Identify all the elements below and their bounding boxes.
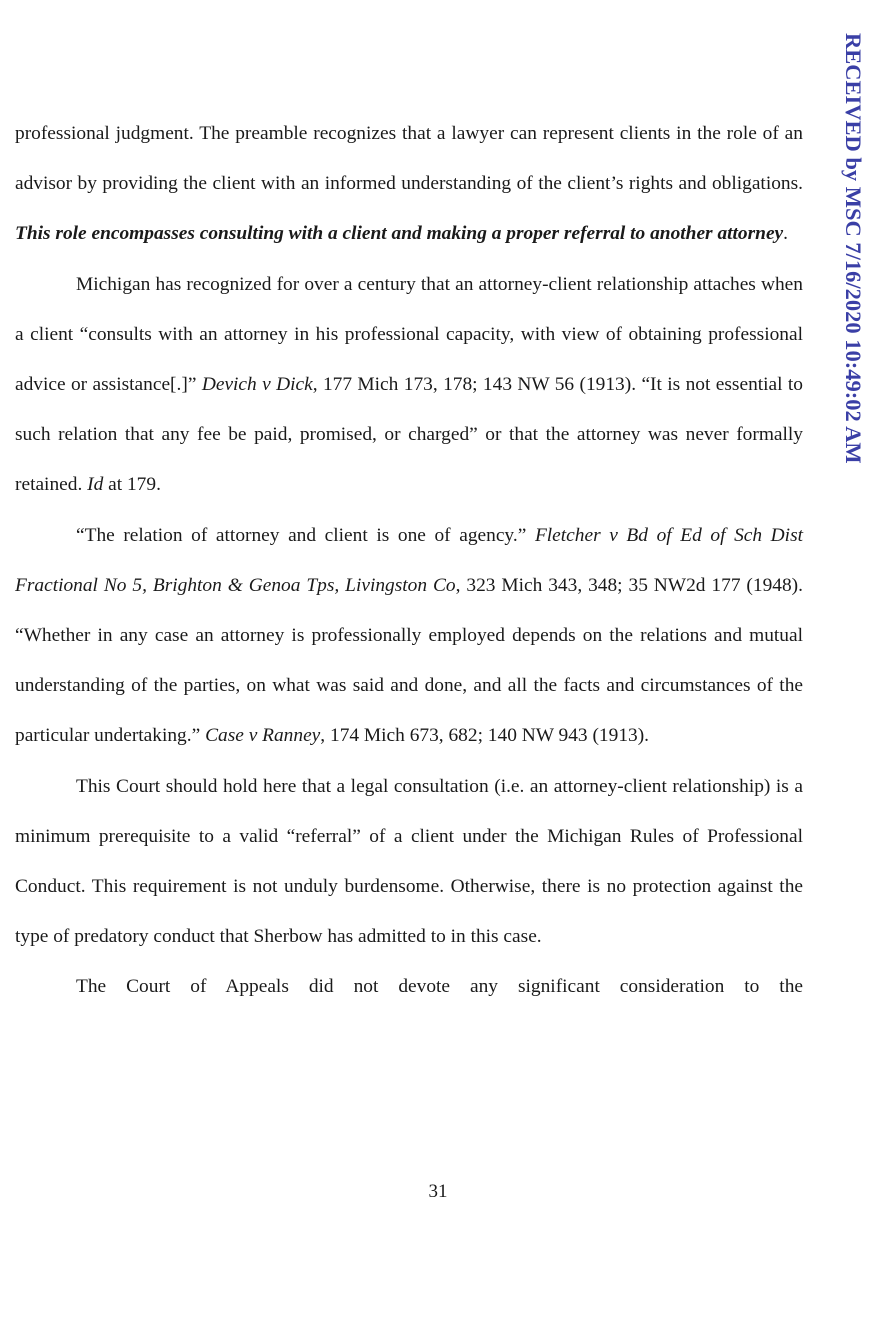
- paragraph-text: , 174 Mich 673, 682; 140 NW 943 (1913).: [320, 725, 650, 747]
- paragraph-preamble: [15, 109, 803, 260]
- paragraph-holding: [15, 762, 803, 963]
- paragraph-text: Michigan has recognized for over a century that an attorney-client relationship attaches when a client “consults with an attorney in his professional capacity, with view of obtaining professional advice or assistance[.]”: [15, 273, 803, 396]
- paragraph-text: The Court of Appeals did not devote any significant consideration to the: [76, 976, 803, 998]
- case-citation: Devich v Dick: [201, 374, 313, 396]
- paragraph-text: “The relation of attorney and client is one of agency.”: [76, 524, 535, 546]
- case-citation: Case v Ranney: [205, 725, 321, 747]
- page-number: 31: [428, 1181, 448, 1202]
- paragraph-court-of-appeals: [15, 962, 803, 1012]
- paragraph-text: This Court should hold here that a legal consultation (i.e. an attorney-client relationship) is a minimum prerequisite to a valid “referral” of a client under the Michigan Rules of Professional Conduct. This requirement is not unduly burdensome. Otherwise, there is no protection against the type of predatory conduct that Sherbow has admitted to in this case.: [15, 775, 803, 948]
- paragraph-text: , 177 Mich 173, 178; 143 NW 56 (1913). “It is not essential to such relation that any fee be paid, promised, or charged” or that the attorney was never formally retained.: [15, 374, 804, 496]
- paragraph-text: professional judgment. The preamble recognizes that a lawyer can represent clients in the role of an advisor by providing the client with an informed understanding of the client’s rights and obligations.: [15, 123, 803, 195]
- received-stamp: RECEIVED by MSC 7/16/2020 10:49:02 AM: [841, 33, 866, 464]
- paragraph-michigan: [15, 260, 803, 511]
- paragraph-text: , 323 Mich 343, 348; 35 NW2d 177 (1948). “Whether in any case an attorney is professionally employed depends on the relations and mutual understanding of the parties, on what was said and done, and all the facts and circumstances of the particular undertaking.”: [15, 574, 803, 747]
- case-citation: Fletcher v Bd of Ed of Sch Dist Fractional No 5, Brighton & Genoa Tps, Livingston Co: [15, 524, 803, 596]
- paragraph-text: .: [783, 223, 789, 245]
- document-body: [15, 109, 803, 1013]
- paragraph-text: at 179.: [103, 474, 161, 496]
- paragraph-agency: [15, 511, 803, 762]
- emphasized-text: This role encompasses consulting with a client and making a proper referral to another attorney: [15, 223, 784, 245]
- case-citation: Id: [87, 474, 104, 496]
